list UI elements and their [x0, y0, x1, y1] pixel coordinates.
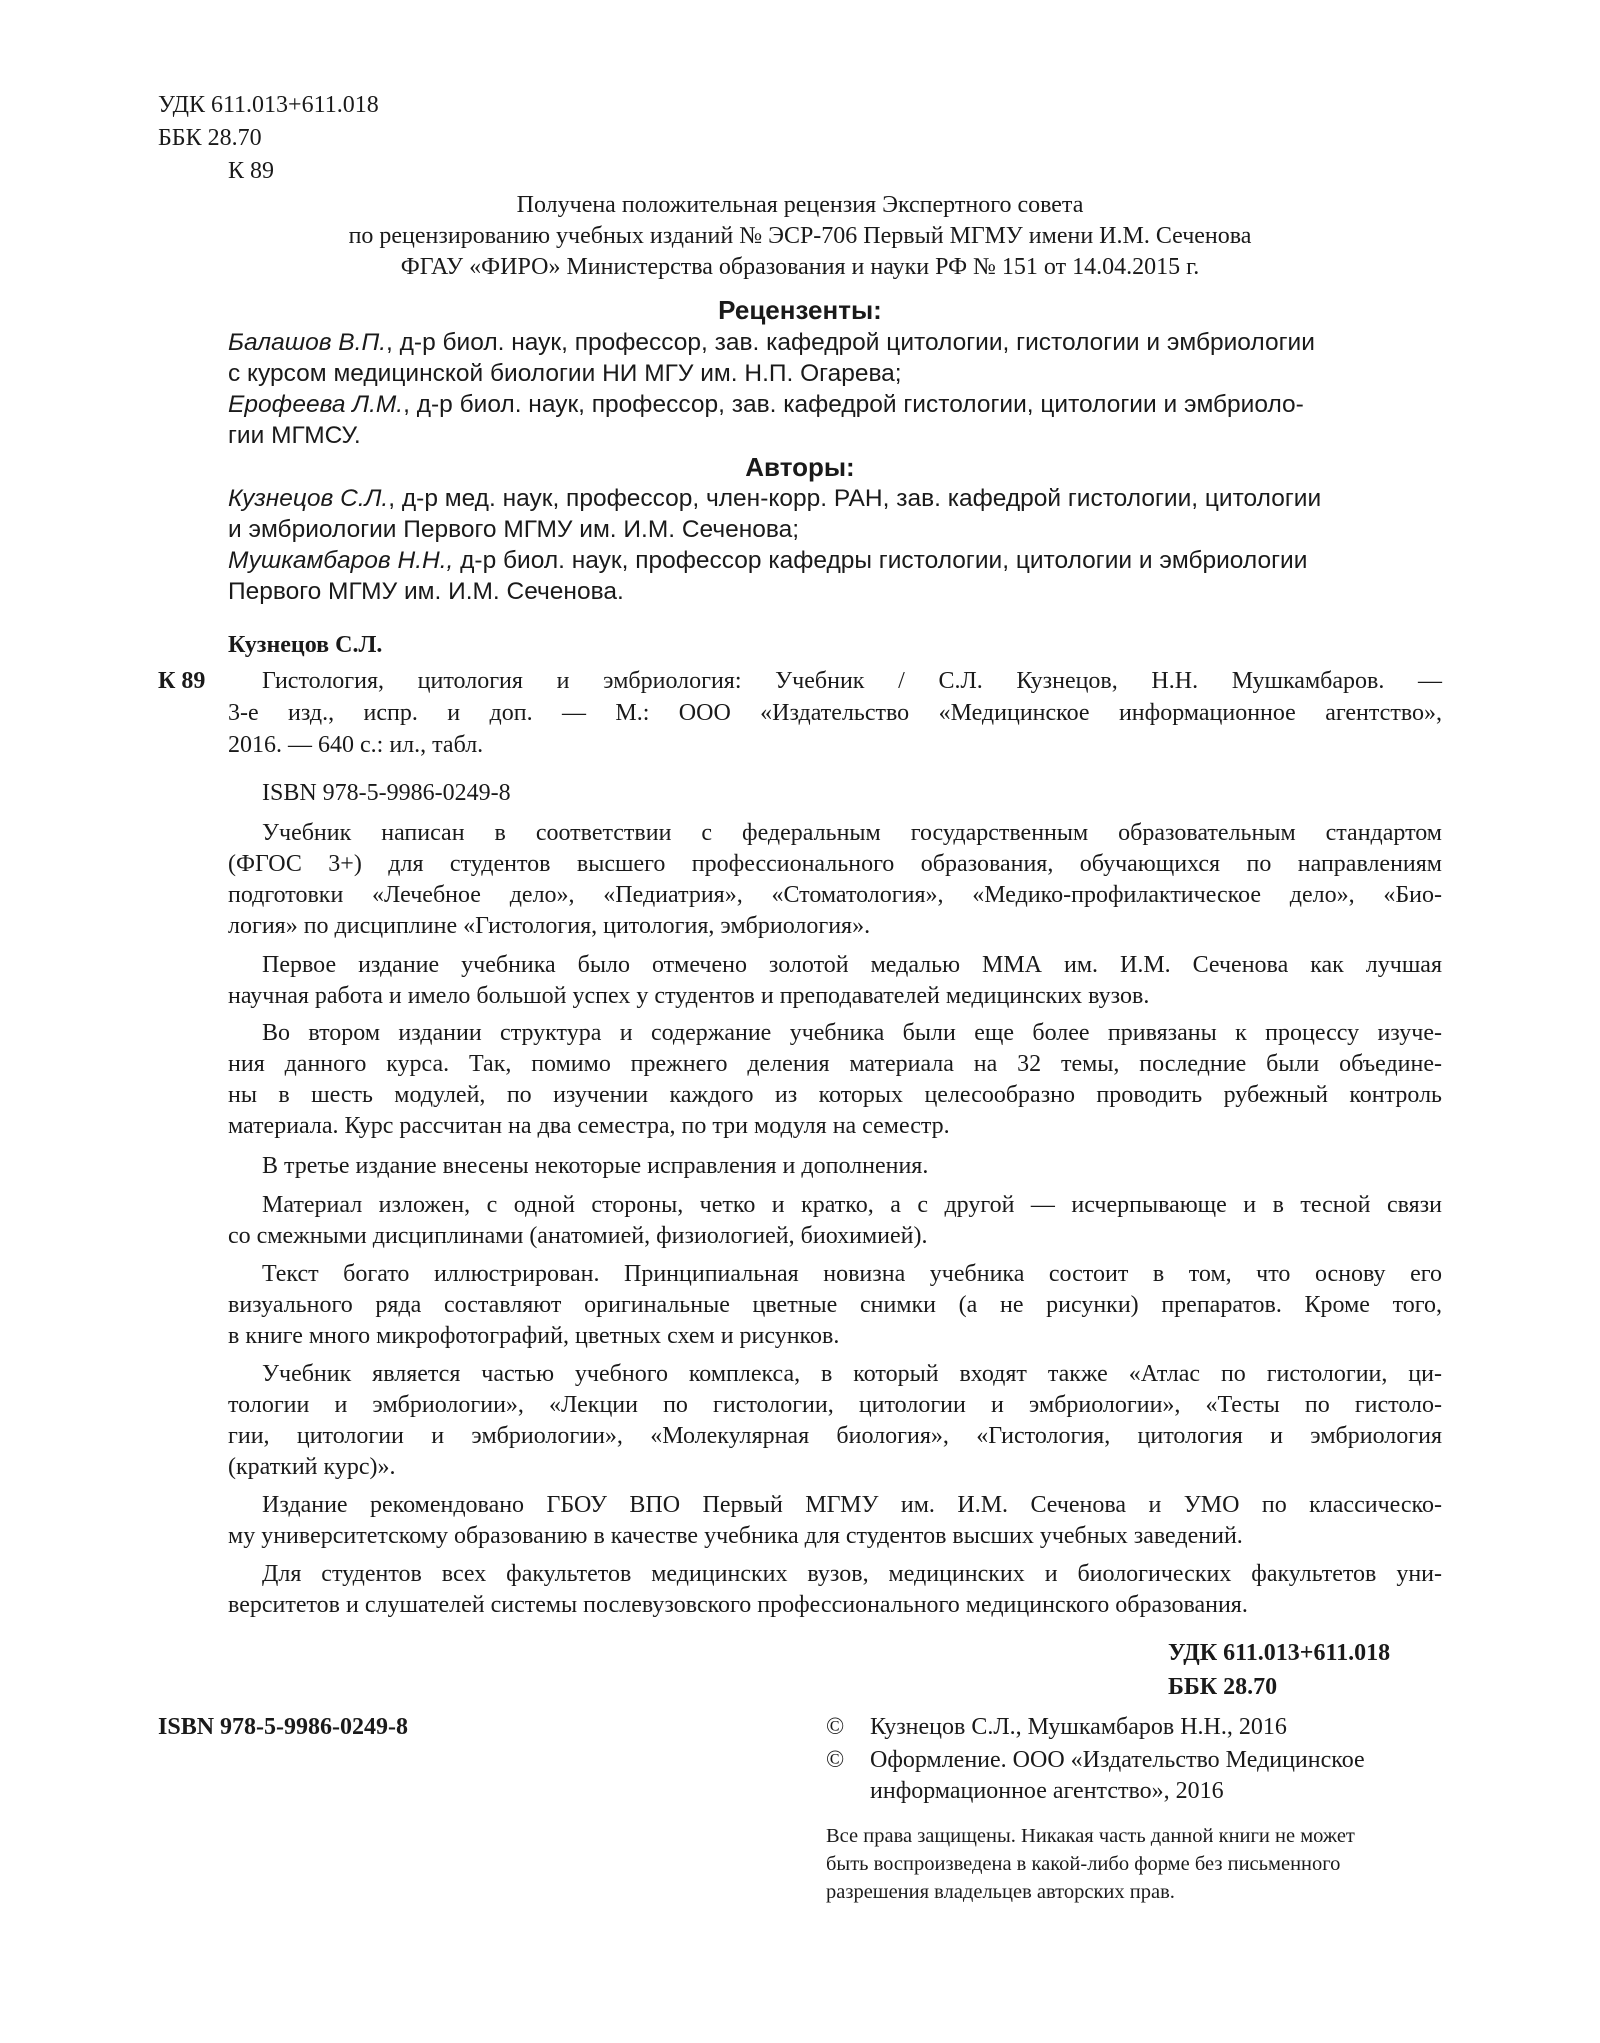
reviewer-name: Ерофеева Л.М.: [228, 391, 404, 418]
annotation-line: Первое издание учебника было отмечено золотой медалью ММА им. И.М. Сеченова как лучшая: [262, 952, 1442, 978]
copyright-symbol: ©: [826, 1747, 845, 1773]
author-desc-cont: Первого МГМУ им. И.М. Сеченова.: [228, 578, 624, 605]
udk-top: УДК 611.013+611.018: [158, 92, 379, 118]
author-name: Мушкамбаров Н.Н.,: [228, 547, 454, 574]
reviewer-entry: [228, 328, 1315, 358]
bib-line: 3-е изд., испр. и доп. — М.: ООО «Издательство «Медицинское информационное агентство»,: [228, 700, 1442, 726]
bib-author-mark: К 89: [158, 668, 206, 694]
annotation-line: тологии и эмбриологии», «Лекции по гистологии, цитологии и эмбриологии», «Тесты по гистоло-: [228, 1392, 1442, 1418]
reviewer-desc-cont: с курсом медицинской биологии НИ МГУ им. Н.П. Огарева;: [228, 360, 902, 387]
rights-notice-line: быть воспроизведена в какой-либо форме без письменного: [826, 1853, 1341, 1875]
annotation-line: в книге много микрофотографий, цветных схем и рисунков.: [228, 1323, 840, 1349]
review-note-line: ФГАУ «ФИРО» Министерства образования и науки РФ № 151 от 14.04.2015 г.: [400, 254, 1200, 280]
review-note-line: Получена положительная рецензия Экспертного совета: [516, 192, 1084, 218]
rights-notice-line: разрешения владельцев авторских прав.: [826, 1881, 1175, 1903]
reviewer-entry: [228, 390, 1304, 420]
annotation-line: Издание рекомендовано ГБОУ ВПО Первый МГМУ им. И.М. Сеченова и УМО по классическо-: [262, 1492, 1442, 1518]
reviewers-heading: Рецензенты:: [718, 295, 882, 325]
bib-line: Гистология, цитология и эмбриология: Учебник / С.Л. Кузнецов, Н.Н. Мушкамбаров. —: [262, 668, 1442, 694]
copyright-symbol: ©: [826, 1714, 845, 1740]
copyright-design: Оформление. ООО «Издательство Медицинское: [870, 1747, 1365, 1773]
annotation-line: (краткий курс)».: [228, 1454, 396, 1480]
copyright-design-cont: информационное агентство», 2016: [870, 1778, 1224, 1804]
copyright-authors: Кузнецов С.Л., Мушкамбаров Н.Н., 2016: [870, 1714, 1287, 1740]
annotation-line: ны в шесть модулей, по изучении каждого из которых целесообразно проводить рубежный контроль: [228, 1082, 1442, 1108]
annotation-line: Учебник написан в соответствии с федеральным государственным образовательным стандартом: [262, 820, 1442, 846]
rights-notice-line: Все права защищены. Никакая часть данной книги не может: [826, 1825, 1355, 1847]
reviewer-desc: , д-р биол. наук, профессор, зав. кафедрой гистологии, цитологии и эмбриоло-: [403, 391, 1304, 418]
annotation-line: Текст богато иллюстрирован. Принципиальная новизна учебника состоит в том, что основу его: [262, 1261, 1442, 1287]
annotation-line: подготовки «Лечебное дело», «Педиатрия», «Стоматология», «Медико-профилактическое дело», «Био-: [228, 882, 1442, 908]
bib-author: Кузнецов С.Л.: [228, 632, 383, 658]
bbk-top: ББК 28.70: [158, 125, 262, 151]
annotation-line: со смежными дисциплинами (анатомией, физиологией, биохимией).: [228, 1223, 928, 1249]
annotation-line: гии, цитологии и эмбриологии», «Молекулярная биология», «Гистология, цитология и эмбриология: [228, 1423, 1442, 1449]
annotation-line: ния данного курса. Так, помимо прежнего деления материала на 32 темы, последние были объедине-: [228, 1051, 1442, 1077]
reviewer-name: Балашов В.П.: [228, 329, 387, 356]
author-name: Кузнецов С.Л.: [228, 485, 389, 512]
annotation-line: научная работа и имело большой успех у студентов и преподавателей медицинских вузов.: [228, 983, 1150, 1009]
annotation-line: В третье издание внесены некоторые исправления и дополнения.: [262, 1153, 929, 1179]
reviewer-desc-cont: гии МГМСУ.: [228, 422, 361, 449]
author-desc-cont: и эмбриологии Первого МГМУ им. И.М. Сеченова;: [228, 516, 800, 543]
annotation-line: визуального ряда составляют оригинальные цветные снимки (а не рисунки) препаратов. Кроме того,: [228, 1292, 1442, 1318]
reviewer-desc: , д-р биол. наук, профессор, зав. кафедрой цитологии, гистологии и эмбриологии: [386, 329, 1315, 356]
annotation-line: Во втором издании структура и содержание учебника были еще более привязаны к процессу изуче-: [262, 1020, 1442, 1046]
authors-heading: Авторы:: [745, 452, 855, 482]
udk-bottom: УДК 611.013+611.018: [1168, 1640, 1391, 1666]
author-entry: [228, 546, 1307, 576]
author-entry: [228, 484, 1321, 514]
annotation-line: (ФГОС 3+) для студентов высшего профессионального образования, обучающихся по направлениям: [228, 851, 1442, 877]
annotation-line: Для студентов всех факультетов медицинских вузов, медицинских и биологических факультетов уни-: [262, 1561, 1442, 1587]
annotation-line: логия» по дисциплине «Гистология, цитология, эмбриология».: [228, 913, 871, 939]
bib-line: 2016. — 640 с.: ил., табл.: [228, 732, 484, 758]
bib-isbn: ISBN 978-5-9986-0249-8: [262, 780, 511, 806]
bbk-bottom: ББК 28.70: [1168, 1674, 1278, 1700]
author-mark-top: К 89: [228, 158, 275, 184]
annotation-line: му университетскому образованию в качестве учебника для студентов высших учебных заведений.: [228, 1523, 1243, 1549]
annotation-line: Материал изложен, с одной стороны, четко и кратко, а с другой — исчерпывающе и в тесной связи: [262, 1192, 1442, 1218]
author-desc: д-р биол. наук, профессор кафедры гистологии, цитологии и эмбриологии: [453, 547, 1308, 574]
annotation-line: верситетов и слушателей системы послевузовского профессионального медицинского образования.: [228, 1592, 1248, 1618]
isbn-bottom: ISBN 978-5-9986-0249-8: [158, 1714, 408, 1740]
author-desc: , д-р мед. наук, профессор, член-корр. РАН, зав. кафедрой гистологии, цитологии: [388, 485, 1322, 512]
review-note-line: по рецензированию учебных изданий № ЭСР-706 Первый МГМУ имени И.М. Сеченова: [348, 223, 1252, 249]
annotation-line: Учебник является частью учебного комплекса, в который входят также «Атлас по гистологии, ци-: [262, 1361, 1442, 1387]
annotation-line: материала. Курс рассчитан на два семестра, по три модуля на семестр.: [228, 1113, 950, 1139]
